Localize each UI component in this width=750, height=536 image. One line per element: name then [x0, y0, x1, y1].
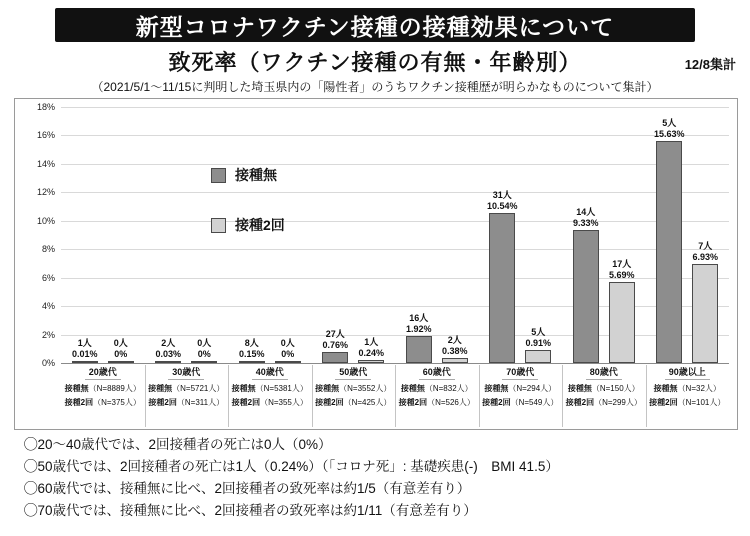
x-axis-category-label: 20歳代	[85, 365, 121, 380]
y-axis-tick-label: 18%	[36, 102, 55, 112]
legend-label-no-vaccine: 接種無	[235, 167, 277, 183]
bar	[692, 241, 719, 363]
x-axis-group	[395, 363, 479, 429]
page-title	[55, 8, 695, 42]
x-axis-separator	[646, 365, 647, 427]
page-title-text: 新型コロナワクチン接種の接種効果について	[135, 14, 615, 41]
bar-value-label: 1人 0.24%	[358, 336, 385, 358]
bar	[405, 312, 432, 363]
x-axis-n-no-vaccine: 接種無（N=5381人）	[231, 384, 308, 393]
bar-value-label: 0人 0%	[197, 338, 212, 359]
x-axis-n-no-vaccine: 接種無（N=5721人）	[148, 384, 225, 393]
legend-item-no-vaccine	[211, 165, 285, 185]
bar-group	[646, 107, 730, 363]
legend-item-two-doses	[211, 215, 285, 235]
footnote-line: ◯20〜40歳代では、2回接種者の死亡は0人（0%）	[24, 437, 332, 452]
x-axis-separator	[479, 365, 480, 427]
y-axis-tick-label: 16%	[36, 130, 55, 141]
footnote-line: ◯60歳代では、接種無に比べ、2回接種者の致死率は約1/5（有意差有り）	[24, 481, 471, 496]
x-axis-separator	[312, 365, 313, 427]
bar	[653, 117, 685, 363]
x-axis-category-label: 50歳代	[335, 365, 371, 380]
legend-label-two-doses: 接種2回	[235, 217, 285, 233]
bar-group	[562, 107, 646, 363]
x-axis-group	[479, 363, 563, 429]
chart-subtitle: 致死率（ワクチン接種の有無・年齢別）	[168, 50, 582, 75]
y-axis-tick-label: 10%	[36, 215, 55, 226]
chart-area	[14, 98, 738, 430]
y-axis-tick-label: 8%	[41, 244, 55, 255]
bar-value-label: 16人 1.92%	[405, 312, 432, 334]
bar	[486, 190, 518, 363]
x-axis-group	[228, 363, 312, 429]
bar-value-label: 7人 6.93%	[692, 241, 719, 263]
bar-value-label: 17人 5.69%	[608, 259, 635, 281]
bar-value-label: 5人 15.63%	[653, 117, 685, 139]
x-axis-category-label: 30歳代	[168, 365, 204, 380]
bar-value-label: 27人 0.76%	[322, 329, 349, 351]
x-axis-category-label: 80歳代	[586, 365, 622, 380]
bar-value-label: 5人 0.91%	[525, 327, 552, 349]
chart-legend	[211, 165, 285, 265]
plot-region	[36, 102, 729, 368]
x-axis-n-no-vaccine: 接種無（N=150人）	[567, 384, 640, 393]
bar-group	[312, 107, 396, 363]
y-axis-tick-label: 12%	[36, 187, 55, 198]
x-axis-n-two-doses: 接種2回（N=311人）	[148, 398, 225, 407]
bar-value-label: 2人 0.03%	[155, 338, 182, 359]
bar-group	[395, 107, 479, 363]
bar-group	[61, 107, 145, 363]
bar-value-label: 0人 0%	[280, 338, 295, 359]
x-axis-n-no-vaccine: 接種無（N=832人）	[400, 384, 473, 393]
bar-value-label: 14人 9.33%	[572, 207, 599, 229]
x-axis-category-label: 90歳以上	[665, 365, 710, 380]
x-axis-group	[646, 363, 730, 429]
x-axis-n-two-doses: 接種2回（N=101人）	[649, 398, 726, 407]
y-axis-tick-label: 4%	[41, 301, 55, 312]
bar	[525, 327, 552, 363]
bar	[322, 329, 349, 363]
y-axis-tick-label: 2%	[41, 329, 55, 340]
x-axis-n-no-vaccine: 接種無（N=3552人）	[315, 384, 392, 393]
y-axis-tick-label: 14%	[36, 158, 55, 169]
condition-note: （2021/5/1〜11/15に判明した埼玉県内の「陽性者」のうちワクチン接種歴が明らかなものについて集計）	[91, 80, 659, 94]
x-axis-separator	[228, 365, 229, 427]
bar-value-label: 2人 0.38%	[441, 334, 468, 356]
bar-group	[479, 107, 563, 363]
x-axis-n-two-doses: 接種2回（N=355人）	[231, 398, 308, 407]
bar-value-label: 0人 0%	[113, 338, 128, 359]
bar-value-label: 8人 0.15%	[238, 337, 265, 359]
footnote-line: ◯70歳代では、接種無に比べ、2回接種者の致死率は約1/11（有意差有り）	[24, 503, 477, 518]
x-axis-separator	[562, 365, 563, 427]
x-axis-separator	[395, 365, 396, 427]
x-axis-n-two-doses: 接種2回（N=299人）	[565, 398, 642, 407]
footnote-line: ◯50歳代では、2回接種者の死亡は1人（0.24%）（「コロナ死」: 基礎疾患(-) BMI 41.5）	[24, 459, 559, 474]
x-axis-group	[562, 363, 646, 429]
x-axis-labels	[61, 363, 729, 429]
date-note: 12/8集計	[684, 57, 736, 72]
legend-swatch-icon	[211, 168, 226, 183]
x-axis-group	[312, 363, 396, 429]
x-axis-n-two-doses: 接種2回（N=549人）	[482, 398, 559, 407]
footnotes	[24, 434, 734, 522]
x-axis-group	[145, 363, 229, 429]
bar-series	[61, 107, 729, 363]
x-axis-n-two-doses: 接種2回（N=526人）	[398, 398, 475, 407]
bar	[608, 259, 635, 363]
y-axis-tick-label: 0%	[41, 358, 55, 368]
x-axis-separator	[145, 365, 146, 427]
x-axis-category-label: 60歳代	[419, 365, 455, 380]
x-axis-n-no-vaccine: 接種無（N=8889人）	[64, 384, 141, 393]
x-axis-n-two-doses: 接種2回（N=425人）	[315, 398, 392, 407]
x-axis-category-label: 40歳代	[252, 365, 288, 380]
x-axis-category-label: 70歳代	[502, 365, 538, 380]
bar	[572, 207, 599, 363]
bar-value-label: 31人 10.54%	[486, 190, 518, 212]
x-axis-n-two-doses: 接種2回（N=375人）	[64, 398, 141, 407]
y-axis-tick-label: 6%	[41, 272, 55, 283]
x-axis-n-no-vaccine: 接種無（N=294人）	[484, 384, 557, 393]
x-axis-n-no-vaccine: 接種無（N=32人）	[653, 384, 721, 393]
x-axis-group	[61, 363, 145, 429]
bar-value-label: 1人 0.01%	[71, 338, 98, 359]
legend-swatch-icon	[211, 218, 226, 233]
